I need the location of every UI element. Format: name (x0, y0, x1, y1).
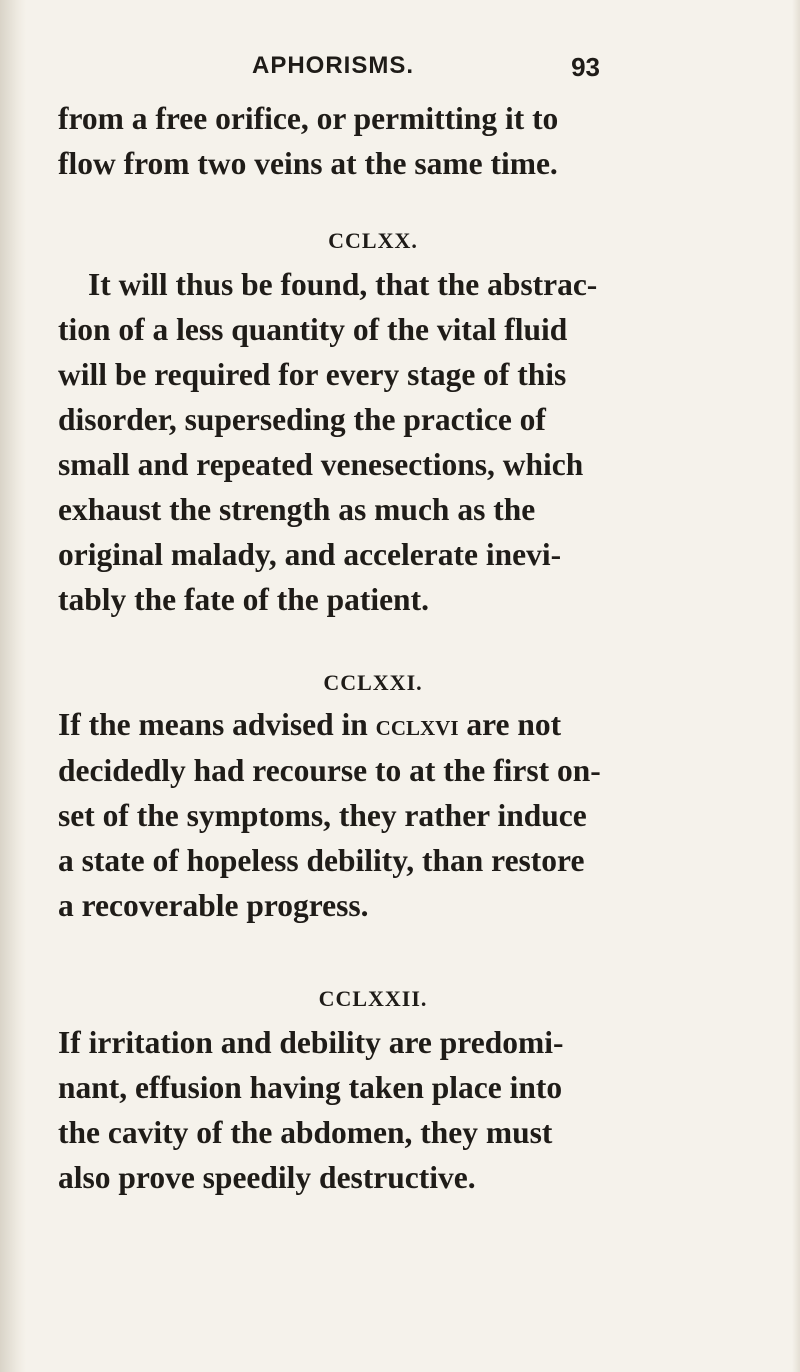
text-line: exhaust the strength as much as the (58, 492, 536, 527)
aphorism-number: CCLXXII. (318, 986, 428, 1011)
text-line (58, 702, 644, 748)
text-line: tion of a less quantity of the vital fluid (58, 312, 568, 347)
line-text: It will thus be found, that the abstrac- (88, 267, 598, 302)
running-head-title: APHORISMS. (252, 52, 415, 79)
text-line: also prove speedily destructive. (58, 1160, 476, 1195)
text-line: will be required for every stage of this (58, 357, 567, 392)
page-gutter-shadow (0, 0, 26, 1372)
line-text: are not (466, 707, 562, 742)
text-line: small and repeated venesections, which (58, 447, 584, 482)
text-line: tably the fate of the patient. (58, 582, 429, 617)
line-text: If the means advised in (58, 707, 368, 742)
text-line (58, 262, 644, 307)
text-line: nant, effusion having taken place into (58, 1070, 563, 1105)
running-head (252, 52, 600, 80)
text-line: a state of hopeless debility, than restore (58, 843, 585, 878)
text-line: disorder, superseding the practice of (58, 402, 546, 437)
continued-paragraph (58, 96, 644, 186)
aphorism-paragraph (58, 1020, 644, 1200)
page-content (58, 96, 644, 1200)
text-line: flow from two veins at the same time. (58, 146, 558, 181)
page-number: 93 (571, 52, 600, 82)
text-line: If irritation and debility are predomi- (58, 1025, 564, 1060)
text-line: a recoverable progress. (58, 888, 369, 923)
aphorism-number: CCLXXI. (323, 670, 423, 695)
text-line: the cavity of the abdomen, they must (58, 1115, 553, 1150)
aphorism-paragraph (58, 702, 644, 928)
aphorism-number: CCLXX. (328, 228, 418, 253)
text-line: original malady, and accelerate inevi- (58, 537, 562, 572)
text-line: from a free orifice, or permitting it to (58, 101, 559, 136)
text-line: decidedly had recourse to at the first on- (58, 753, 601, 788)
cross-reference: cclxvi (375, 709, 459, 742)
aphorism-paragraph (58, 262, 644, 622)
page-right-edge (792, 0, 800, 1372)
text-line: set of the symptoms, they rather induce (58, 798, 587, 833)
